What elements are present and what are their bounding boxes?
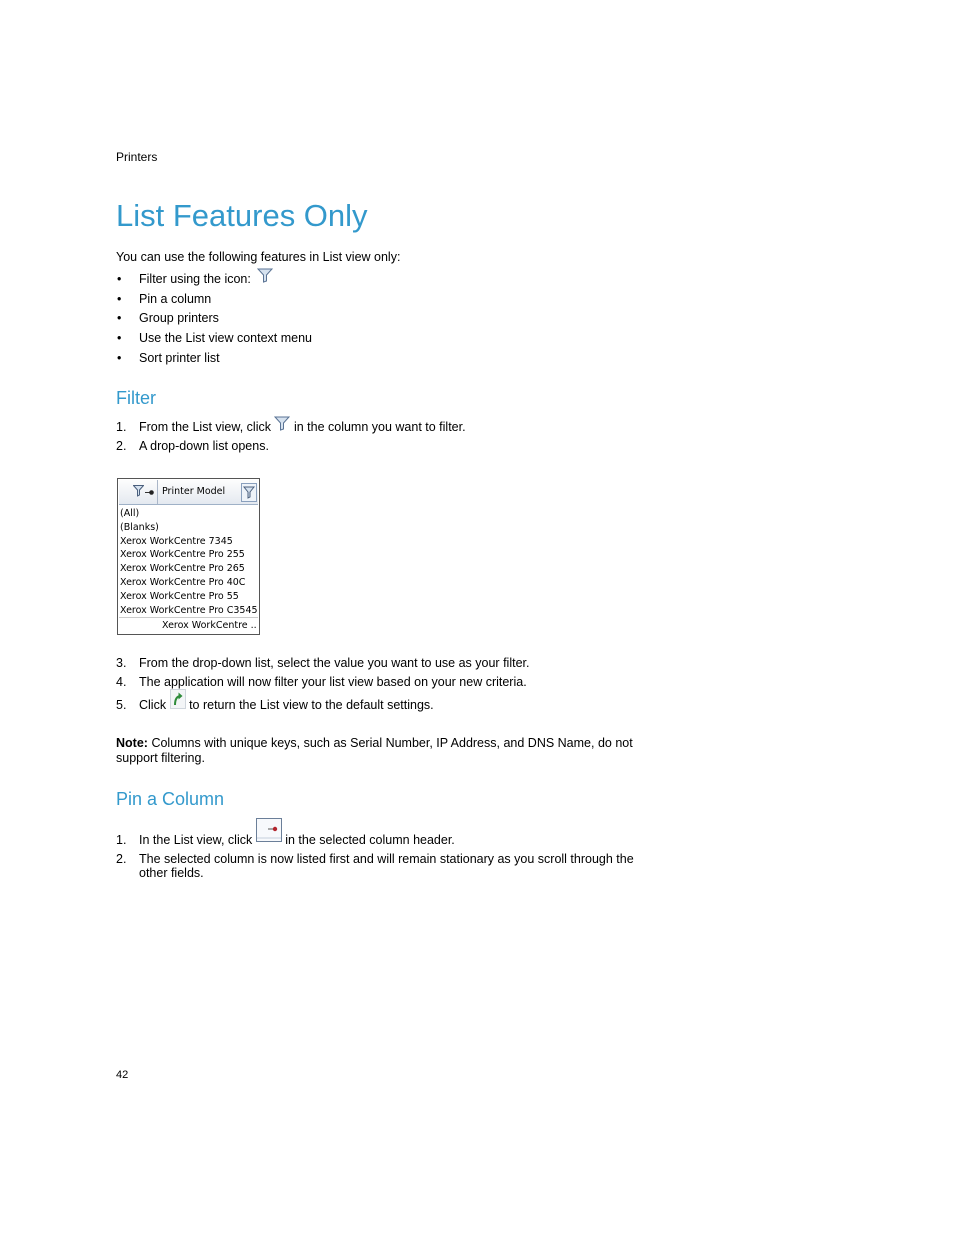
filter-step-5: Click to return the List view to the default settings. xyxy=(139,698,434,712)
step-number: 3. xyxy=(116,656,127,670)
dropdown-option[interactable]: Xerox WorkCentre Pro 40C xyxy=(120,576,246,588)
list-item: Sort printer list xyxy=(139,351,220,365)
intro-text: You can use the following features in List view only: xyxy=(116,250,401,264)
dropdown-option[interactable]: (All) xyxy=(120,508,140,519)
dropdown-option[interactable]: Xerox WorkCentre Pro 255 xyxy=(120,549,245,561)
step-number: 5. xyxy=(116,698,127,712)
list-item: Use the List view context menu xyxy=(139,331,312,345)
step-number: 1. xyxy=(116,420,127,434)
filter-step-1: From the List view, click in the column you want to filter. xyxy=(139,420,466,434)
pin-step-2: The selected column is now listed first and will remain stationary as you scroll through the xyxy=(139,852,634,866)
column-label: Printer Model xyxy=(162,486,226,497)
filter-step-4: The application will now filter your list view based on your new criteria. xyxy=(139,675,527,689)
filter-step-2: A drop-down list opens. xyxy=(139,439,269,453)
filter-dropdown[interactable] xyxy=(117,478,260,635)
note: Note: Columns with unique keys, such as Serial Number, IP Address, and DNS Name, do not xyxy=(116,736,633,750)
dropdown-option[interactable]: Xerox WorkCentre Pro C3545 xyxy=(120,604,258,616)
list-item: Filter using the icon: xyxy=(139,272,273,286)
pin-heading: Pin a Column xyxy=(116,789,225,809)
dropdown-option[interactable]: Xerox WorkCentre Pro 55 xyxy=(120,590,239,602)
step-number: 4. xyxy=(116,675,127,689)
pin-step-2-continued: other fields. xyxy=(139,866,204,880)
filter-icon xyxy=(274,416,290,434)
dropdown-option[interactable]: Xerox WorkCentre 7345 xyxy=(120,535,233,547)
dropdown-current-value: Xerox WorkCentre .. xyxy=(119,617,258,634)
dropdown-options xyxy=(119,507,258,617)
dropdown-option[interactable]: Xerox WorkCentre Pro 265 xyxy=(120,563,245,575)
filter-heading: Filter xyxy=(116,388,156,408)
bullet-marker: • xyxy=(117,272,122,286)
column-header xyxy=(119,480,258,505)
filter-button[interactable] xyxy=(241,483,257,502)
reset-arrow-icon xyxy=(170,689,186,712)
pin-icon[interactable] xyxy=(145,488,155,499)
filter-icon xyxy=(257,268,273,286)
step-number: 2. xyxy=(116,852,127,866)
note-label: Note: xyxy=(116,736,148,750)
pin-icon xyxy=(256,818,282,845)
dropdown-option[interactable]: (Blanks) xyxy=(120,521,159,533)
note-continued: support filtering. xyxy=(116,751,205,765)
filter-step-3: From the drop-down list, select the value you want to use as your filter. xyxy=(139,656,530,670)
list-item: Group printers xyxy=(139,311,219,325)
filter-icon[interactable] xyxy=(133,485,144,500)
page-title: List Features Only xyxy=(116,198,368,233)
step-number: 2. xyxy=(116,439,127,453)
list-item: Pin a column xyxy=(139,292,212,306)
running-header: Printers xyxy=(116,150,158,164)
pin-step-1: In the List view, click in the selected column header. xyxy=(139,833,455,847)
page-number: 42 xyxy=(116,1069,129,1081)
step-number: 1. xyxy=(116,833,127,847)
